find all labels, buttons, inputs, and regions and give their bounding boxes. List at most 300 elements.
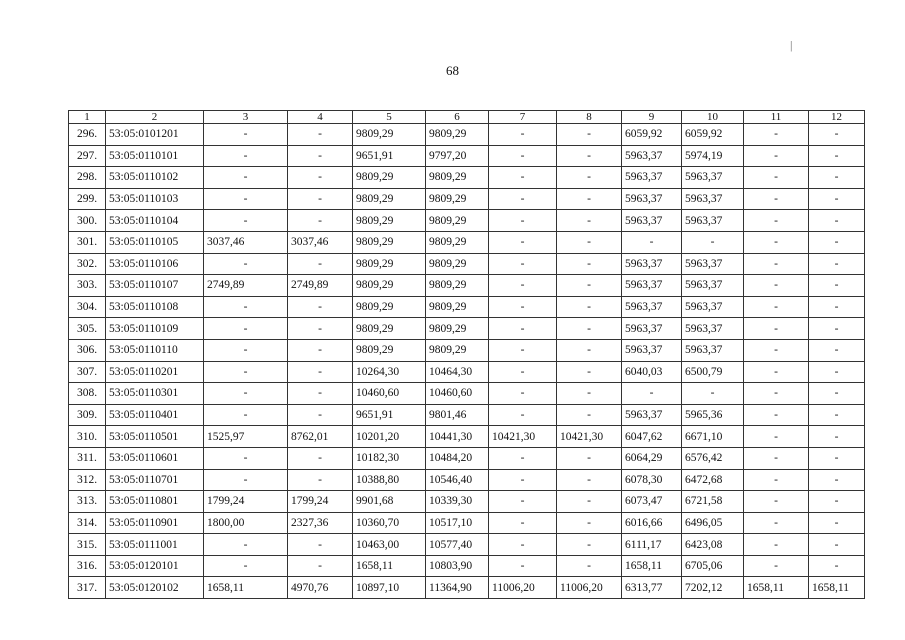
value-cell: 6423,08: [682, 534, 744, 556]
value-cell: 6705,06: [682, 555, 744, 577]
value-cell: 9809,29: [353, 210, 426, 232]
value-cell: -: [809, 361, 865, 383]
value-cell: 2749,89: [288, 275, 353, 297]
column-header: 1: [69, 111, 106, 124]
value-cell: 2327,36: [288, 512, 353, 534]
row-number-cell: 305.: [69, 318, 106, 340]
row-number-cell: 303.: [69, 275, 106, 297]
value-cell: 1799,24: [204, 491, 288, 513]
table-row: [69, 167, 865, 189]
value-cell: 9809,29: [426, 318, 489, 340]
value-cell: -: [489, 339, 557, 361]
cadastral-number-cell: 53:05:0110201: [106, 361, 204, 383]
value-cell: 5963,37: [622, 167, 682, 189]
column-header: 8: [557, 111, 622, 124]
value-cell: 9809,29: [426, 124, 489, 146]
data-table: [68, 110, 865, 599]
value-cell: 9801,46: [426, 404, 489, 426]
value-cell: -: [557, 469, 622, 491]
value-cell: 1658,11: [809, 577, 865, 599]
value-cell: 9809,29: [353, 296, 426, 318]
value-cell: 3037,46: [288, 231, 353, 253]
value-cell: 9809,29: [353, 339, 426, 361]
value-cell: -: [557, 167, 622, 189]
value-cell: 10460,60: [426, 383, 489, 405]
value-cell: 9651,91: [353, 404, 426, 426]
value-cell: 9901,68: [353, 491, 426, 513]
value-cell: 9809,29: [426, 188, 489, 210]
value-cell: 9809,29: [353, 231, 426, 253]
value-cell: -: [288, 555, 353, 577]
value-cell: 6472,68: [682, 469, 744, 491]
column-header: 11: [744, 111, 809, 124]
value-cell: -: [809, 124, 865, 146]
value-cell: 5963,37: [622, 210, 682, 232]
row-number-cell: 302.: [69, 253, 106, 275]
value-cell: -: [557, 318, 622, 340]
value-cell: 1658,11: [744, 577, 809, 599]
value-cell: -: [489, 491, 557, 513]
value-cell: 9809,29: [426, 253, 489, 275]
column-header: 5: [353, 111, 426, 124]
value-cell: 5963,37: [682, 188, 744, 210]
table-row: [69, 491, 865, 513]
value-cell: 9809,29: [426, 296, 489, 318]
table-row: [69, 469, 865, 491]
value-cell: -: [809, 383, 865, 405]
value-cell: -: [288, 145, 353, 167]
table-row: [69, 231, 865, 253]
value-cell: 10460,60: [353, 383, 426, 405]
value-cell: -: [809, 210, 865, 232]
value-cell: 1658,11: [353, 555, 426, 577]
corner-mark: |: [790, 38, 793, 52]
value-cell: 10264,30: [353, 361, 426, 383]
value-cell: -: [204, 210, 288, 232]
table-row: [69, 145, 865, 167]
value-cell: -: [557, 253, 622, 275]
value-cell: -: [288, 469, 353, 491]
cadastral-number-cell: 53:05:0110109: [106, 318, 204, 340]
row-number-cell: 309.: [69, 404, 106, 426]
value-cell: -: [204, 318, 288, 340]
value-cell: 10803,90: [426, 555, 489, 577]
value-cell: -: [809, 253, 865, 275]
value-cell: -: [557, 210, 622, 232]
column-header: 6: [426, 111, 489, 124]
cadastral-number-cell: 53:05:0120101: [106, 555, 204, 577]
value-cell: -: [288, 447, 353, 469]
value-cell: 5963,37: [622, 296, 682, 318]
value-cell: 5963,37: [622, 275, 682, 297]
value-cell: 11364,90: [426, 577, 489, 599]
value-cell: -: [809, 339, 865, 361]
value-cell: -: [557, 339, 622, 361]
value-cell: -: [288, 124, 353, 146]
value-cell: -: [204, 167, 288, 189]
row-number-cell: 306.: [69, 339, 106, 361]
row-number-cell: 308.: [69, 383, 106, 405]
cadastral-number-cell: 53:05:0110601: [106, 447, 204, 469]
value-cell: -: [489, 447, 557, 469]
value-cell: 10339,30: [426, 491, 489, 513]
value-cell: 9809,29: [353, 275, 426, 297]
value-cell: -: [489, 534, 557, 556]
value-cell: 6496,05: [682, 512, 744, 534]
cadastral-number-cell: 53:05:0110801: [106, 491, 204, 513]
value-cell: 10546,40: [426, 469, 489, 491]
value-cell: 6064,29: [622, 447, 682, 469]
value-cell: 1799,24: [288, 491, 353, 513]
row-number-cell: 314.: [69, 512, 106, 534]
value-cell: 5963,37: [622, 253, 682, 275]
value-cell: 6111,17: [622, 534, 682, 556]
value-cell: 2749,89: [204, 275, 288, 297]
value-cell: -: [489, 231, 557, 253]
value-cell: 5963,37: [682, 253, 744, 275]
cadastral-number-cell: 53:05:0110106: [106, 253, 204, 275]
value-cell: 5963,37: [622, 145, 682, 167]
row-number-cell: 312.: [69, 469, 106, 491]
value-cell: 6047,62: [622, 426, 682, 448]
value-cell: -: [557, 534, 622, 556]
value-cell: -: [744, 275, 809, 297]
value-cell: -: [557, 512, 622, 534]
cadastral-number-cell: 53:05:0110901: [106, 512, 204, 534]
value-cell: 10463,00: [353, 534, 426, 556]
value-cell: -: [288, 167, 353, 189]
value-cell: -: [489, 318, 557, 340]
value-cell: -: [744, 124, 809, 146]
value-cell: -: [809, 231, 865, 253]
cadastral-number-cell: 53:05:0110401: [106, 404, 204, 426]
value-cell: -: [204, 383, 288, 405]
value-cell: 6078,30: [622, 469, 682, 491]
header-row: [69, 111, 865, 124]
value-cell: 9809,29: [353, 318, 426, 340]
table-row: [69, 426, 865, 448]
value-cell: 6059,92: [682, 124, 744, 146]
value-cell: 9809,29: [426, 275, 489, 297]
value-cell: 10421,30: [489, 426, 557, 448]
row-number-cell: 307.: [69, 361, 106, 383]
value-cell: 1658,11: [204, 577, 288, 599]
value-cell: -: [744, 491, 809, 513]
value-cell: 9651,91: [353, 145, 426, 167]
value-cell: 6073,47: [622, 491, 682, 513]
value-cell: -: [809, 491, 865, 513]
value-cell: -: [489, 124, 557, 146]
value-cell: -: [489, 167, 557, 189]
cadastral-number-cell: 53:05:0110104: [106, 210, 204, 232]
value-cell: -: [489, 555, 557, 577]
value-cell: -: [809, 447, 865, 469]
value-cell: 9809,29: [426, 167, 489, 189]
row-number-cell: 310.: [69, 426, 106, 448]
value-cell: -: [288, 296, 353, 318]
cadastral-number-cell: 53:05:0110103: [106, 188, 204, 210]
value-cell: -: [744, 145, 809, 167]
row-number-cell: 299.: [69, 188, 106, 210]
value-cell: 5963,37: [622, 188, 682, 210]
cadastral-number-cell: 53:05:0120102: [106, 577, 204, 599]
value-cell: 1525,97: [204, 426, 288, 448]
cadastral-number-cell: 53:05:0110105: [106, 231, 204, 253]
row-number-cell: 297.: [69, 145, 106, 167]
value-cell: -: [557, 555, 622, 577]
value-cell: 9809,29: [353, 124, 426, 146]
value-cell: 6721,58: [682, 491, 744, 513]
value-cell: -: [809, 426, 865, 448]
value-cell: -: [744, 296, 809, 318]
value-cell: -: [557, 275, 622, 297]
value-cell: -: [489, 188, 557, 210]
value-cell: 5963,37: [622, 404, 682, 426]
value-cell: 6016,66: [622, 512, 682, 534]
value-cell: -: [809, 296, 865, 318]
value-cell: -: [288, 210, 353, 232]
value-cell: 9809,29: [353, 188, 426, 210]
value-cell: -: [809, 145, 865, 167]
value-cell: 10897,10: [353, 577, 426, 599]
table-row: [69, 318, 865, 340]
value-cell: 10360,70: [353, 512, 426, 534]
value-cell: -: [204, 124, 288, 146]
value-cell: -: [682, 231, 744, 253]
value-cell: 6313,77: [622, 577, 682, 599]
value-cell: -: [809, 512, 865, 534]
row-number-cell: 317.: [69, 577, 106, 599]
row-number-cell: 304.: [69, 296, 106, 318]
row-number-cell: 316.: [69, 555, 106, 577]
cadastral-number-cell: 53:05:0110110: [106, 339, 204, 361]
column-header: 2: [106, 111, 204, 124]
value-cell: -: [809, 469, 865, 491]
value-cell: -: [489, 512, 557, 534]
value-cell: -: [288, 339, 353, 361]
value-cell: 10201,20: [353, 426, 426, 448]
value-cell: -: [557, 491, 622, 513]
value-cell: -: [809, 275, 865, 297]
value-cell: 5963,37: [682, 318, 744, 340]
value-cell: -: [204, 534, 288, 556]
value-cell: -: [744, 167, 809, 189]
value-cell: -: [744, 383, 809, 405]
table-row: [69, 512, 865, 534]
value-cell: -: [557, 124, 622, 146]
value-cell: 6576,42: [682, 447, 744, 469]
value-cell: 9809,29: [426, 339, 489, 361]
value-cell: -: [489, 145, 557, 167]
value-cell: -: [744, 210, 809, 232]
value-cell: 9809,29: [353, 253, 426, 275]
value-cell: -: [809, 318, 865, 340]
value-cell: 1800,00: [204, 512, 288, 534]
value-cell: -: [809, 167, 865, 189]
table-row: [69, 188, 865, 210]
value-cell: 5963,37: [682, 296, 744, 318]
value-cell: 9809,29: [353, 167, 426, 189]
value-cell: -: [744, 426, 809, 448]
row-number-cell: 298.: [69, 167, 106, 189]
cadastral-number-cell: 53:05:0110107: [106, 275, 204, 297]
column-header: 12: [809, 111, 865, 124]
value-cell: 10464,30: [426, 361, 489, 383]
value-cell: 10517,10: [426, 512, 489, 534]
value-cell: -: [557, 361, 622, 383]
value-cell: -: [744, 361, 809, 383]
value-cell: 4970,76: [288, 577, 353, 599]
value-cell: -: [288, 404, 353, 426]
value-cell: -: [557, 383, 622, 405]
table-row: [69, 534, 865, 556]
value-cell: 10484,20: [426, 447, 489, 469]
value-cell: -: [744, 231, 809, 253]
value-cell: 10577,40: [426, 534, 489, 556]
value-cell: 7202,12: [682, 577, 744, 599]
value-cell: -: [809, 534, 865, 556]
column-header: 9: [622, 111, 682, 124]
row-number-cell: 311.: [69, 447, 106, 469]
cadastral-number-cell: 53:05:0110501: [106, 426, 204, 448]
cadastral-number-cell: 53:05:0110701: [106, 469, 204, 491]
value-cell: -: [489, 361, 557, 383]
value-cell: -: [557, 188, 622, 210]
value-cell: -: [682, 383, 744, 405]
value-cell: -: [809, 555, 865, 577]
value-cell: -: [204, 469, 288, 491]
value-cell: -: [489, 469, 557, 491]
column-header: 10: [682, 111, 744, 124]
table-row: [69, 555, 865, 577]
value-cell: 5963,37: [622, 318, 682, 340]
value-cell: -: [288, 188, 353, 210]
value-cell: -: [204, 361, 288, 383]
table-row: [69, 383, 865, 405]
value-cell: 9809,29: [426, 210, 489, 232]
value-cell: 1658,11: [622, 555, 682, 577]
row-number-cell: 313.: [69, 491, 106, 513]
value-cell: -: [288, 253, 353, 275]
value-cell: -: [557, 447, 622, 469]
value-cell: 5965,36: [682, 404, 744, 426]
column-header: 7: [489, 111, 557, 124]
value-cell: -: [744, 469, 809, 491]
value-cell: -: [204, 253, 288, 275]
value-cell: -: [489, 275, 557, 297]
value-cell: -: [288, 534, 353, 556]
value-cell: 9797,20: [426, 145, 489, 167]
cadastral-number-cell: 53:05:0110102: [106, 167, 204, 189]
cadastral-number-cell: 53:05:0111001: [106, 534, 204, 556]
value-cell: -: [809, 188, 865, 210]
value-cell: -: [622, 383, 682, 405]
value-cell: -: [744, 404, 809, 426]
value-cell: -: [557, 404, 622, 426]
value-cell: -: [744, 447, 809, 469]
value-cell: -: [204, 296, 288, 318]
value-cell: -: [204, 339, 288, 361]
value-cell: 11006,20: [557, 577, 622, 599]
row-number-cell: 301.: [69, 231, 106, 253]
cadastral-number-cell: 53:05:0110101: [106, 145, 204, 167]
value-cell: -: [489, 253, 557, 275]
value-cell: 3037,46: [204, 231, 288, 253]
value-cell: -: [489, 404, 557, 426]
value-cell: -: [744, 555, 809, 577]
value-cell: 9809,29: [426, 231, 489, 253]
value-cell: -: [557, 231, 622, 253]
table-row: [69, 339, 865, 361]
table-row: [69, 296, 865, 318]
value-cell: -: [622, 231, 682, 253]
table-row: [69, 124, 865, 146]
cadastral-number-cell: 53:05:0110108: [106, 296, 204, 318]
value-cell: 11006,20: [489, 577, 557, 599]
value-cell: 5963,37: [682, 167, 744, 189]
value-cell: -: [744, 512, 809, 534]
value-cell: -: [204, 145, 288, 167]
value-cell: -: [489, 210, 557, 232]
value-cell: -: [204, 447, 288, 469]
table-body: [69, 124, 865, 599]
value-cell: -: [288, 383, 353, 405]
row-number-cell: 300.: [69, 210, 106, 232]
value-cell: 10421,30: [557, 426, 622, 448]
value-cell: -: [489, 383, 557, 405]
page-number: 68: [446, 63, 459, 78]
table-row: [69, 447, 865, 469]
value-cell: -: [288, 361, 353, 383]
value-cell: 8762,01: [288, 426, 353, 448]
table-row: [69, 210, 865, 232]
table-row: [69, 577, 865, 599]
value-cell: 10388,80: [353, 469, 426, 491]
value-cell: -: [744, 188, 809, 210]
column-header: 3: [204, 111, 288, 124]
column-header: 4: [288, 111, 353, 124]
value-cell: 5963,37: [682, 339, 744, 361]
value-cell: 5963,37: [682, 210, 744, 232]
value-cell: 10182,30: [353, 447, 426, 469]
cadastral-number-cell: 53:05:0110301: [106, 383, 204, 405]
value-cell: -: [288, 318, 353, 340]
value-cell: 5974,19: [682, 145, 744, 167]
table-row: [69, 404, 865, 426]
row-number-cell: 296.: [69, 124, 106, 146]
value-cell: -: [204, 188, 288, 210]
value-cell: 6040,03: [622, 361, 682, 383]
value-cell: -: [809, 404, 865, 426]
value-cell: 10441,30: [426, 426, 489, 448]
value-cell: -: [744, 253, 809, 275]
value-cell: -: [557, 296, 622, 318]
value-cell: -: [744, 534, 809, 556]
value-cell: 6059,92: [622, 124, 682, 146]
value-cell: -: [744, 339, 809, 361]
cadastral-number-cell: 53:05:0101201: [106, 124, 204, 146]
value-cell: -: [204, 555, 288, 577]
value-cell: 5963,37: [622, 339, 682, 361]
value-cell: 6671,10: [682, 426, 744, 448]
value-cell: -: [204, 404, 288, 426]
value-cell: 6500,79: [682, 361, 744, 383]
table-row: [69, 275, 865, 297]
table-row: [69, 253, 865, 275]
value-cell: -: [557, 145, 622, 167]
value-cell: 5963,37: [682, 275, 744, 297]
value-cell: -: [489, 296, 557, 318]
